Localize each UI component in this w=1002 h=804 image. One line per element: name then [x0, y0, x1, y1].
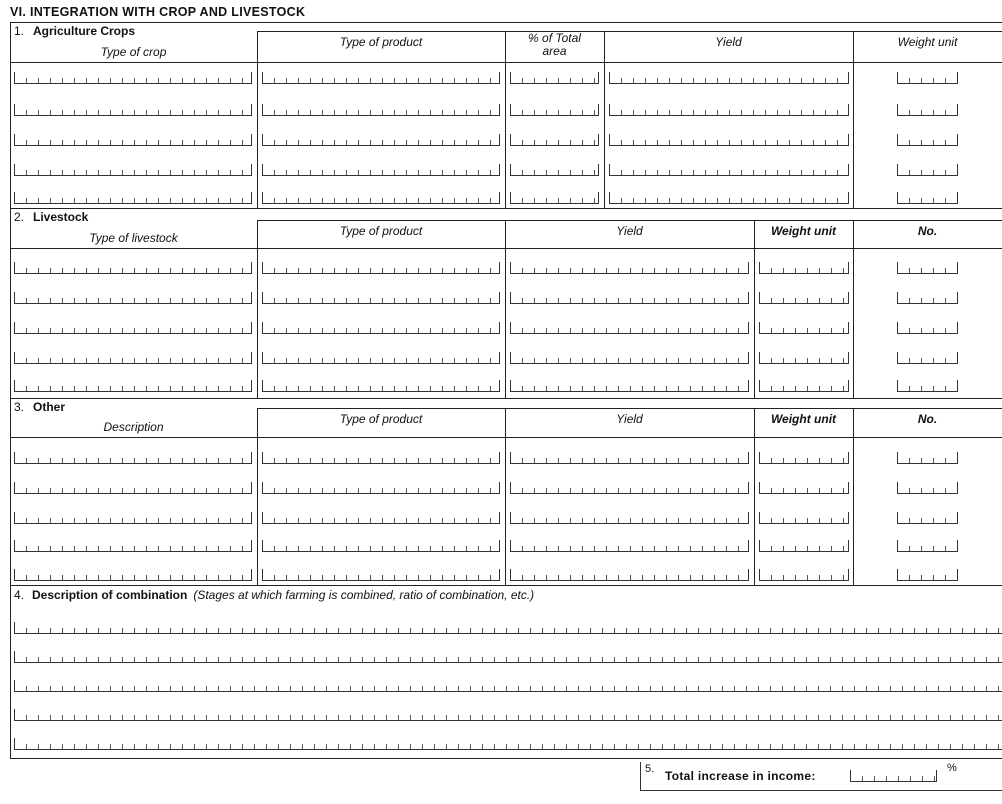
section-name: Other: [33, 400, 66, 414]
column-header: Type of product: [339, 412, 423, 426]
comb-input-field[interactable]: [897, 540, 958, 552]
comb-input-field[interactable]: [759, 352, 849, 364]
comb-input-field[interactable]: [759, 452, 849, 464]
comb-input-field[interactable]: [897, 482, 958, 494]
section-number: 1.: [14, 24, 25, 38]
total-number: 5.: [645, 763, 655, 775]
column-header: Type of livestock: [89, 231, 178, 245]
column-divider: [257, 31, 258, 208]
section-number: 2.: [14, 210, 25, 224]
comb-input-field[interactable]: [262, 569, 500, 581]
comb-input-field[interactable]: [609, 104, 849, 116]
comb-input-field[interactable]: [759, 512, 849, 524]
comb-input-field[interactable]: [897, 134, 958, 146]
comb-input-field[interactable]: [510, 104, 599, 116]
column-header: Weight unit: [770, 412, 837, 426]
comb-input-field[interactable]: [14, 292, 252, 304]
column-divider: [754, 408, 755, 585]
column-header: % of Total area: [528, 31, 581, 58]
comb-input-field[interactable]: [897, 192, 958, 204]
comb-input-field[interactable]: [262, 540, 500, 552]
comb-input-field[interactable]: [262, 352, 500, 364]
column-header: Type of product: [339, 35, 423, 49]
comb-input-field[interactable]: [14, 512, 252, 524]
comb-input-field[interactable]: [510, 262, 749, 274]
comb-input-field[interactable]: [262, 322, 500, 334]
comb-input-field[interactable]: [510, 540, 749, 552]
comb-input-field[interactable]: [510, 134, 599, 146]
comb-input-field[interactable]: [262, 104, 500, 116]
total-increase-input[interactable]: [850, 770, 937, 782]
frame-top: [10, 22, 1002, 23]
column-divider: [505, 408, 506, 585]
column-header: Type of product: [339, 224, 423, 238]
comb-input-field[interactable]: [262, 134, 500, 146]
comb-input-field[interactable]: [262, 72, 500, 84]
comb-input-field[interactable]: [14, 540, 252, 552]
comb-input-field[interactable]: [759, 292, 849, 304]
comb-input-field[interactable]: [14, 192, 252, 204]
comb-input-field[interactable]: [14, 322, 252, 334]
comb-input-field[interactable]: [510, 380, 749, 392]
combination-description-line[interactable]: [14, 709, 1002, 721]
comb-input-field[interactable]: [897, 72, 958, 84]
comb-input-field[interactable]: [14, 262, 252, 274]
section-number: 3.: [14, 400, 25, 414]
comb-input-field[interactable]: [262, 292, 500, 304]
comb-input-field[interactable]: [262, 512, 500, 524]
column-header: Weight unit: [897, 35, 958, 49]
comb-input-field[interactable]: [14, 452, 252, 464]
comb-input-field[interactable]: [14, 104, 252, 116]
comb-input-field[interactable]: [262, 452, 500, 464]
comb-input-field[interactable]: [759, 262, 849, 274]
comb-input-field[interactable]: [897, 164, 958, 176]
column-divider: [754, 220, 755, 398]
comb-input-field[interactable]: [759, 540, 849, 552]
comb-input-field[interactable]: [759, 569, 849, 581]
total-label: Total increase in income:: [665, 769, 816, 783]
combination-description-line[interactable]: [14, 680, 1002, 692]
comb-input-field[interactable]: [14, 482, 252, 494]
comb-input-field[interactable]: [609, 164, 849, 176]
combination-description-line[interactable]: [14, 622, 1002, 634]
column-header: Yield: [616, 412, 643, 426]
comb-input-field[interactable]: [510, 452, 749, 464]
comb-input-field[interactable]: [759, 380, 849, 392]
section-name: Agriculture Crops: [33, 24, 136, 38]
frame-left: [10, 22, 11, 758]
section-name: Livestock: [33, 210, 89, 224]
comb-input-field[interactable]: [262, 262, 500, 274]
percent-sign: %: [947, 762, 957, 774]
comb-input-field[interactable]: [897, 322, 958, 334]
comb-input-field[interactable]: [510, 192, 599, 204]
section-4-heading: [32, 588, 534, 602]
comb-input-field[interactable]: [897, 380, 958, 392]
comb-input-field[interactable]: [897, 352, 958, 364]
column-divider: [257, 220, 258, 398]
column-header: Yield: [616, 224, 643, 238]
comb-input-field[interactable]: [262, 482, 500, 494]
column-header: Yield: [715, 35, 742, 49]
comb-input-field[interactable]: [759, 322, 849, 334]
column-divider: [604, 31, 605, 208]
comb-input-field[interactable]: [14, 569, 252, 581]
comb-input-field[interactable]: [510, 482, 749, 494]
section-name: Description of combination: [32, 588, 188, 602]
section-divider: [10, 585, 1002, 586]
comb-input-field[interactable]: [510, 352, 749, 364]
column-header: Type of crop: [100, 45, 167, 59]
comb-input-field[interactable]: [609, 72, 849, 84]
comb-input-field[interactable]: [14, 380, 252, 392]
total-increase-box: [640, 762, 1002, 791]
comb-input-field[interactable]: [14, 164, 252, 176]
comb-input-field[interactable]: [897, 512, 958, 524]
column-header: Weight unit: [770, 224, 837, 238]
comb-input-field[interactable]: [14, 134, 252, 146]
combination-description-line[interactable]: [14, 651, 1002, 663]
comb-input-field[interactable]: [14, 72, 252, 84]
section-note: (Stages at which farming is combined, ratio of combination, etc.): [193, 588, 535, 602]
comb-input-field[interactable]: [897, 262, 958, 274]
combination-description-line[interactable]: [14, 738, 1002, 750]
section-divider: [10, 208, 1002, 209]
column-divider: [853, 31, 854, 208]
comb-input-field[interactable]: [510, 569, 749, 581]
column-divider: [853, 408, 854, 585]
comb-input-field[interactable]: [759, 482, 849, 494]
comb-input-field[interactable]: [510, 72, 599, 84]
column-header: Description: [103, 420, 164, 434]
comb-input-field[interactable]: [510, 164, 599, 176]
section-divider: [10, 398, 1002, 399]
comb-input-field[interactable]: [262, 192, 500, 204]
comb-input-field[interactable]: [510, 292, 749, 304]
comb-input-field[interactable]: [262, 380, 500, 392]
frame-bottom: [10, 758, 1002, 759]
column-divider: [505, 220, 506, 398]
column-divider: [853, 220, 854, 398]
comb-input-field[interactable]: [510, 512, 749, 524]
comb-input-field[interactable]: [897, 292, 958, 304]
comb-input-field[interactable]: [897, 569, 958, 581]
section-number: 4.: [14, 588, 25, 602]
section-title: VI. INTEGRATION WITH CROP AND LIVESTOCK: [10, 5, 306, 19]
comb-input-field[interactable]: [510, 322, 749, 334]
column-header: No.: [917, 224, 938, 238]
column-divider: [257, 408, 258, 585]
comb-input-field[interactable]: [897, 452, 958, 464]
header-top-rule: [257, 220, 1002, 221]
header-top-rule: [257, 31, 1002, 32]
header-top-rule: [257, 408, 1002, 409]
comb-input-field[interactable]: [609, 192, 849, 204]
comb-input-field[interactable]: [14, 352, 252, 364]
comb-input-field[interactable]: [262, 164, 500, 176]
column-header: No.: [917, 412, 938, 426]
comb-input-field[interactable]: [609, 134, 849, 146]
comb-input-field[interactable]: [897, 104, 958, 116]
